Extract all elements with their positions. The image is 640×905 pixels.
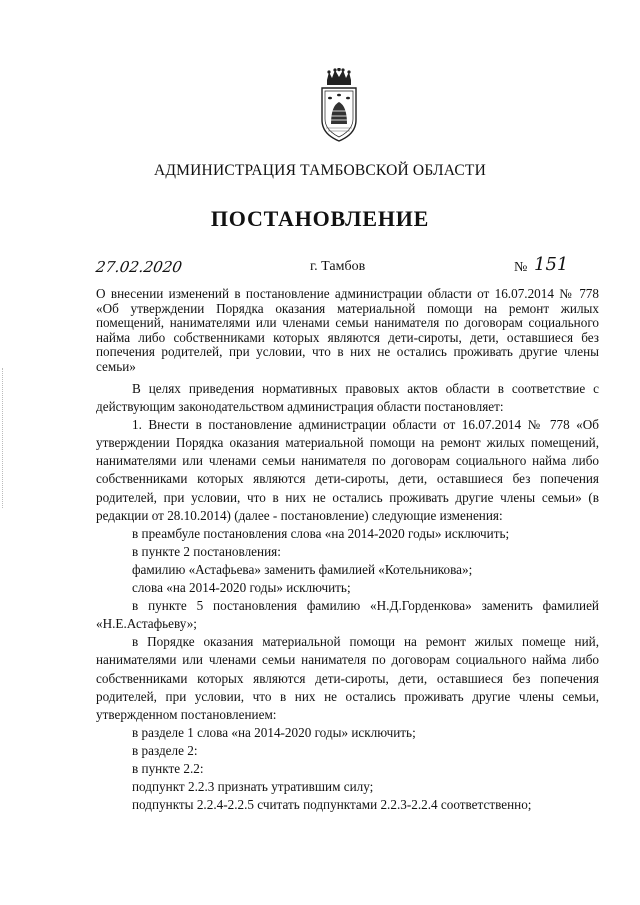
change-line: в пункте 2 постановления: [132, 543, 281, 559]
handwritten-number: 151 [534, 254, 569, 275]
change-paragraph: в пункте 5 постановления фамилию «Н.Д.Горденкова» заменить фамилией «Н.Е.Астафьеву»; [96, 598, 599, 632]
number-label: № [514, 260, 528, 275]
change-line: в разделе 1 слова «на 2014-2020 годы» исключить; [132, 724, 416, 740]
change-line: в разделе 2: [132, 742, 198, 758]
handwritten-date: 27.02.2020 [94, 258, 184, 276]
item-1-paragraph: 1. Внести в постановление администрации области от 16.07.2014 № 778 «Об утверждении Порядка оказания материальной помощи на ремонт жилых помещений, нанимателями или членами семьи нанимателя по договорам социального найма либо собственниками которых являются дети-сироты, дети, оставшиеся без попечения родителей, при условии, что в них не остались проживать другие члены семьи» (в редакции от 28.10.2014) (далее - постановление) следующие изменения: [96, 417, 599, 523]
document-type-title: ПОСТАНОВЛЕНИЕ [210, 206, 430, 231]
order-changes-paragraph: в Порядке оказания материальной помощи на ремонт жилых помеще ний, нанимателями или членами семьи нанимателя по договорам социального найма либо собственниками которых являются дети-сироты, дети, оставшиеся без попечения родителей, при условии, что в них не остались проживать другие члены семьи, утвержденном постановлением: [96, 634, 599, 722]
change-line: в пункте 2.2: [132, 760, 204, 776]
scan-margin-marks [2, 368, 7, 508]
document-body [96, 380, 599, 814]
change-line: подпункты 2.2.4-2.2.5 считать подпунктами 2.2.3-2.2.4 соответственно; [132, 797, 532, 813]
organization-heading: АДМИНИСТРАЦИЯ ТАМБОВСКОЙ ОБЛАСТИ [154, 162, 486, 179]
change-line: в преамбуле постановления слова «на 2014-2020 годы» исключить; [132, 525, 510, 541]
tambov-coat-of-arms-emblem [318, 68, 360, 144]
change-line: слова «на 2014-2020 годы» исключить; [132, 580, 351, 596]
preamble-paragraph: В целях приведения нормативных правовых актов области в соответствие с действующим законодательством администрация области постановляет: [96, 381, 599, 415]
document-subject: О внесении изменений в постановление администрации области от 16.07.2014 № 778 «Об утверждении Порядка оказания материальной помощи на ремонт жилых помещений, нанимателями или членами семьи нанимателя по договорам социального найма либо собственниками которых являются дети-сироты, дети, оставшиеся без попечения родителей, при условии, что в них не остались проживать другие члены семьи» [96, 286, 599, 374]
change-line: фамилию «Астафьева» заменить фамилией «Котельникова»; [132, 561, 473, 577]
change-line: подпункт 2.2.3 признать утратившим силу; [132, 779, 374, 795]
city-label: г. Тамбов [310, 259, 366, 274]
